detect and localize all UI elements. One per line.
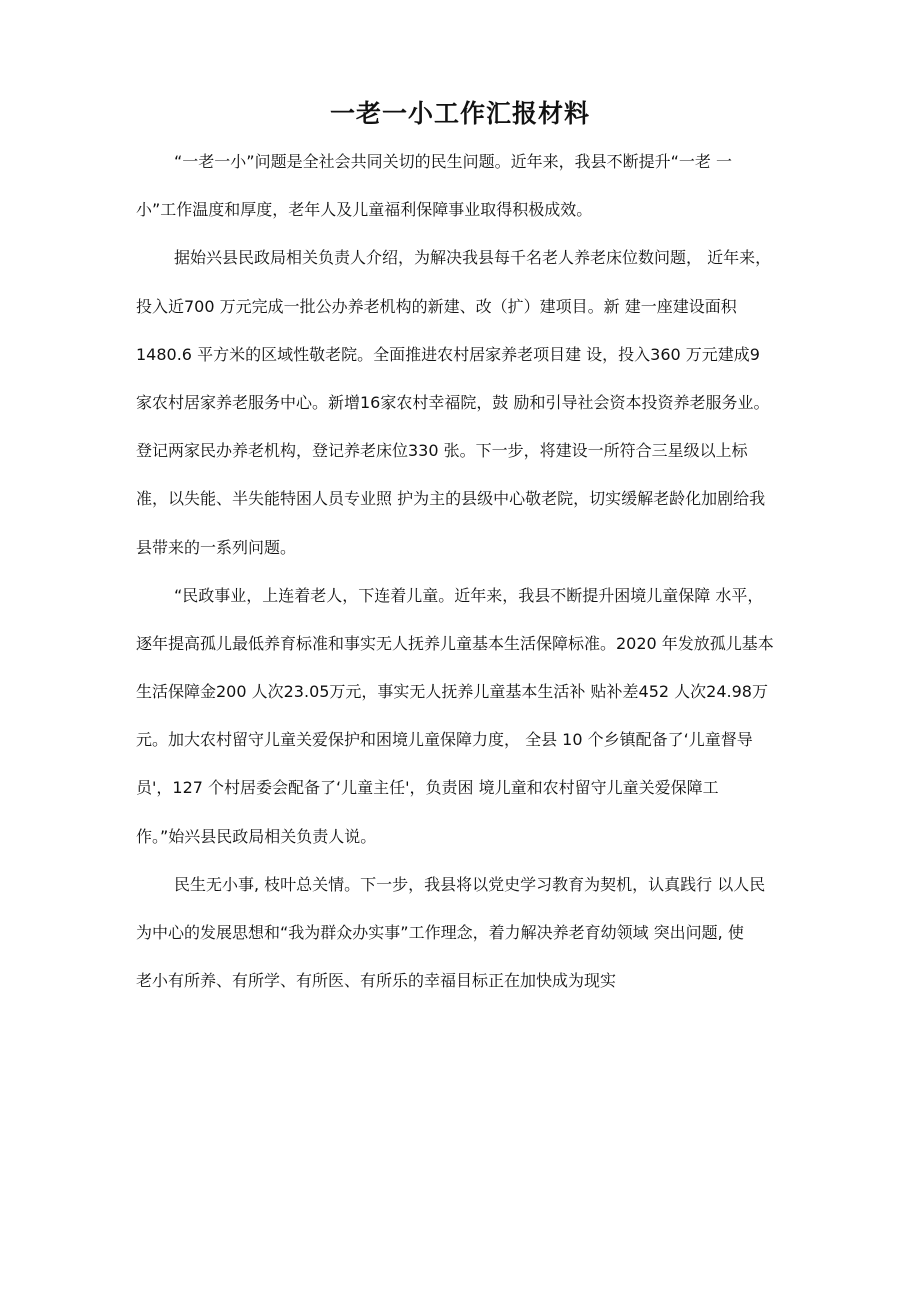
paragraph-3-line: 作。”始兴县民政局相关负责人说。 <box>136 826 377 846</box>
paragraph-2-line: 县带来的一系列问题。 <box>136 537 297 557</box>
paragraph-3-line: 元。加大农村留守儿童关爱保护和困境儿童保障力度， 全县 10 个乡镇配备了‘儿童督导 <box>136 730 753 750</box>
paragraph-2-line: 家农村居家养老服务中心。新增16家农村幸福院，鼓 励和引导社会资本投资养老服务业。 <box>136 392 770 412</box>
paragraph-3-line: 生活保障金200 人次23.05万元，事实无人抚养儿童基本生活补 贴补差452 人次24.98万 <box>136 682 768 702</box>
paragraph-1-line: “一老一小”问题是全社会共同关切的民生问题。近年来，我县不断提升“一老 一 <box>174 152 732 171</box>
paragraph-4-line: 老小有所养、有所学、有所医、有所乐的幸福目标正在加快成为现实 <box>136 971 617 991</box>
paragraph-2-line: 1480.6 平方米的区域性敬老院。全面推进农村居家养老项目建 设，投入360 万元建成9 <box>136 344 760 364</box>
paragraph-3-line: “民政事业，上连着老人，下连着儿童。近年来，我县不断提升困境儿童保障 水平， <box>174 585 764 605</box>
paragraph-3-line: 员'，127 个村居委会配备了‘儿童主任'，负责困 境儿童和农村留守儿童关爱保障工 <box>136 778 719 798</box>
document-body <box>136 146 796 1013</box>
paragraph-2-line: 据始兴县民政局相关负责人介绍，为解决我县每千名老人养老床位数问题， 近年来， <box>174 248 772 268</box>
paragraph-1-line: 小”工作温度和厚度，老年人及儿童福利保障事业取得积极成效。 <box>136 200 593 220</box>
paragraph-4-line: 为中心的发展思想和“我为群众办实事”工作理念，着力解决养老育幼领域 突出问题, 使 <box>136 923 744 942</box>
document-title: 一老一小工作汇报材料 <box>329 99 590 128</box>
paragraph-4-line: 民生无小事, 枝叶总关情。下一步，我县将以党史学习教育为契机，认真践行 以人民 <box>174 874 766 894</box>
paragraph-2-line: 投入近700 万元完成一批公办养老机构的新建、改（扩）建项目。新 建一座建设面积 <box>136 296 737 316</box>
paragraph-2-line: 准，以失能、半失能特困人员专业照 护为主的县级中心敬老院，切实缓解老龄化加剧给我 <box>136 489 766 509</box>
paragraph-3-line: 逐年提高孤儿最低养育标准和事实无人抚养儿童基本生活保障标准。2020 年发放孤儿基本 <box>136 633 774 653</box>
paragraph-2-line: 登记两家民办养老机构，登记养老床位330 张。下一步，将建设一所符合三星级以上标 <box>136 441 748 461</box>
